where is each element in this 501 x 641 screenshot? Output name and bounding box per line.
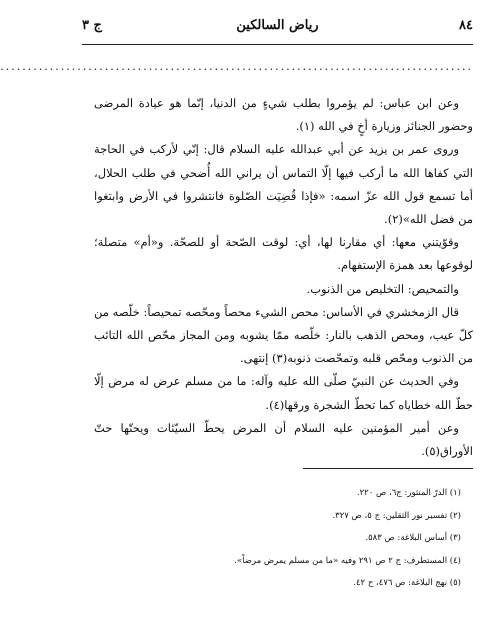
volume-label: ج ٣ <box>82 18 102 33</box>
footnote-rule <box>303 468 473 469</box>
paragraph: وقوّيتني معها: أي مقارنا لها، أي: لوقت الصّحة أو للصحّة. و«أم» متصلة؛ لوقوعها بعد همزة الإستفهام. <box>94 235 473 273</box>
dotted-separator: ...................................................................................... <box>0 60 473 73</box>
header-rule <box>82 44 473 45</box>
body-text <box>94 92 473 463</box>
footnote: (٣) أساس البلاغة: ص ٥٨٣. <box>365 533 461 543</box>
paragraph: وفي الحديث عن النبيّ صلّى الله عليه وآله: ما من مسلم عرض له مرض إلّا حطّ الله خطاياه كما تحطّ الشجرة ورقها(٤). <box>94 374 473 412</box>
paragraph: وعن أمير المؤمنين عليه السلام أن المرض يحطّ السيّئات ويحتّها حتّ الأوراق(٥). <box>94 420 473 459</box>
footnote: (٤) المستطرف: ج ٢ ص ٢٩١ وفيه «ما من مسلم يمرض مرضاً». <box>234 555 461 566</box>
footnote: (٥) نهج البلاغة: ص ٤٧٦، ح ٤٢. <box>353 578 461 588</box>
page-header <box>82 16 473 38</box>
paragraph: قال الزمخشري في الأساس: محص الشيء محصاً ومحّصه تمحيصاً: خلّصه من كلّ عيب، ومحص الذهب بالنار: خلّصه ممّا يشوبه ومن المجاز محّص الله التائب من الذنوب ومحّص قلبه وتمحّصت ذنوبه(٣) إنتهى. <box>94 304 473 366</box>
footnote: (٢) تفسير نور الثقلين: ج ٥، ص ٣٢٧. <box>332 510 461 521</box>
footnotes <box>94 482 461 595</box>
page-number: ٨٤ <box>459 18 473 33</box>
running-title: رياض السالكين <box>236 18 319 33</box>
paragraph: وروى عمر بن يزيد عن أبي عبدالله عليه السلام قال: إنّي لأركب في الحاجة التي كفاها الله ما أركب فيها إلّا التماس أن يراني الله أُضحي في طلب الحلال، أما تسمع قول الله عزّ اسمه: «فإذا قُضِيَت الصّلوة فانتشروا في الأرض وابتغوا من فضل الله»(٢). <box>94 142 473 227</box>
footnote: (١) الدرّ المنثور: ج٦، ص ٢٢٠. <box>356 488 461 498</box>
paragraph: والتمحيص: التخليص من الذنوب. <box>306 281 459 296</box>
paragraph: وعن ابن عباس: لم يؤمروا بطلب شيءٍ من الدنيا، إنّما هو عيادة المرضى وحضور الجنائز وزيارة أخٍ في الله (١). <box>94 96 473 134</box>
